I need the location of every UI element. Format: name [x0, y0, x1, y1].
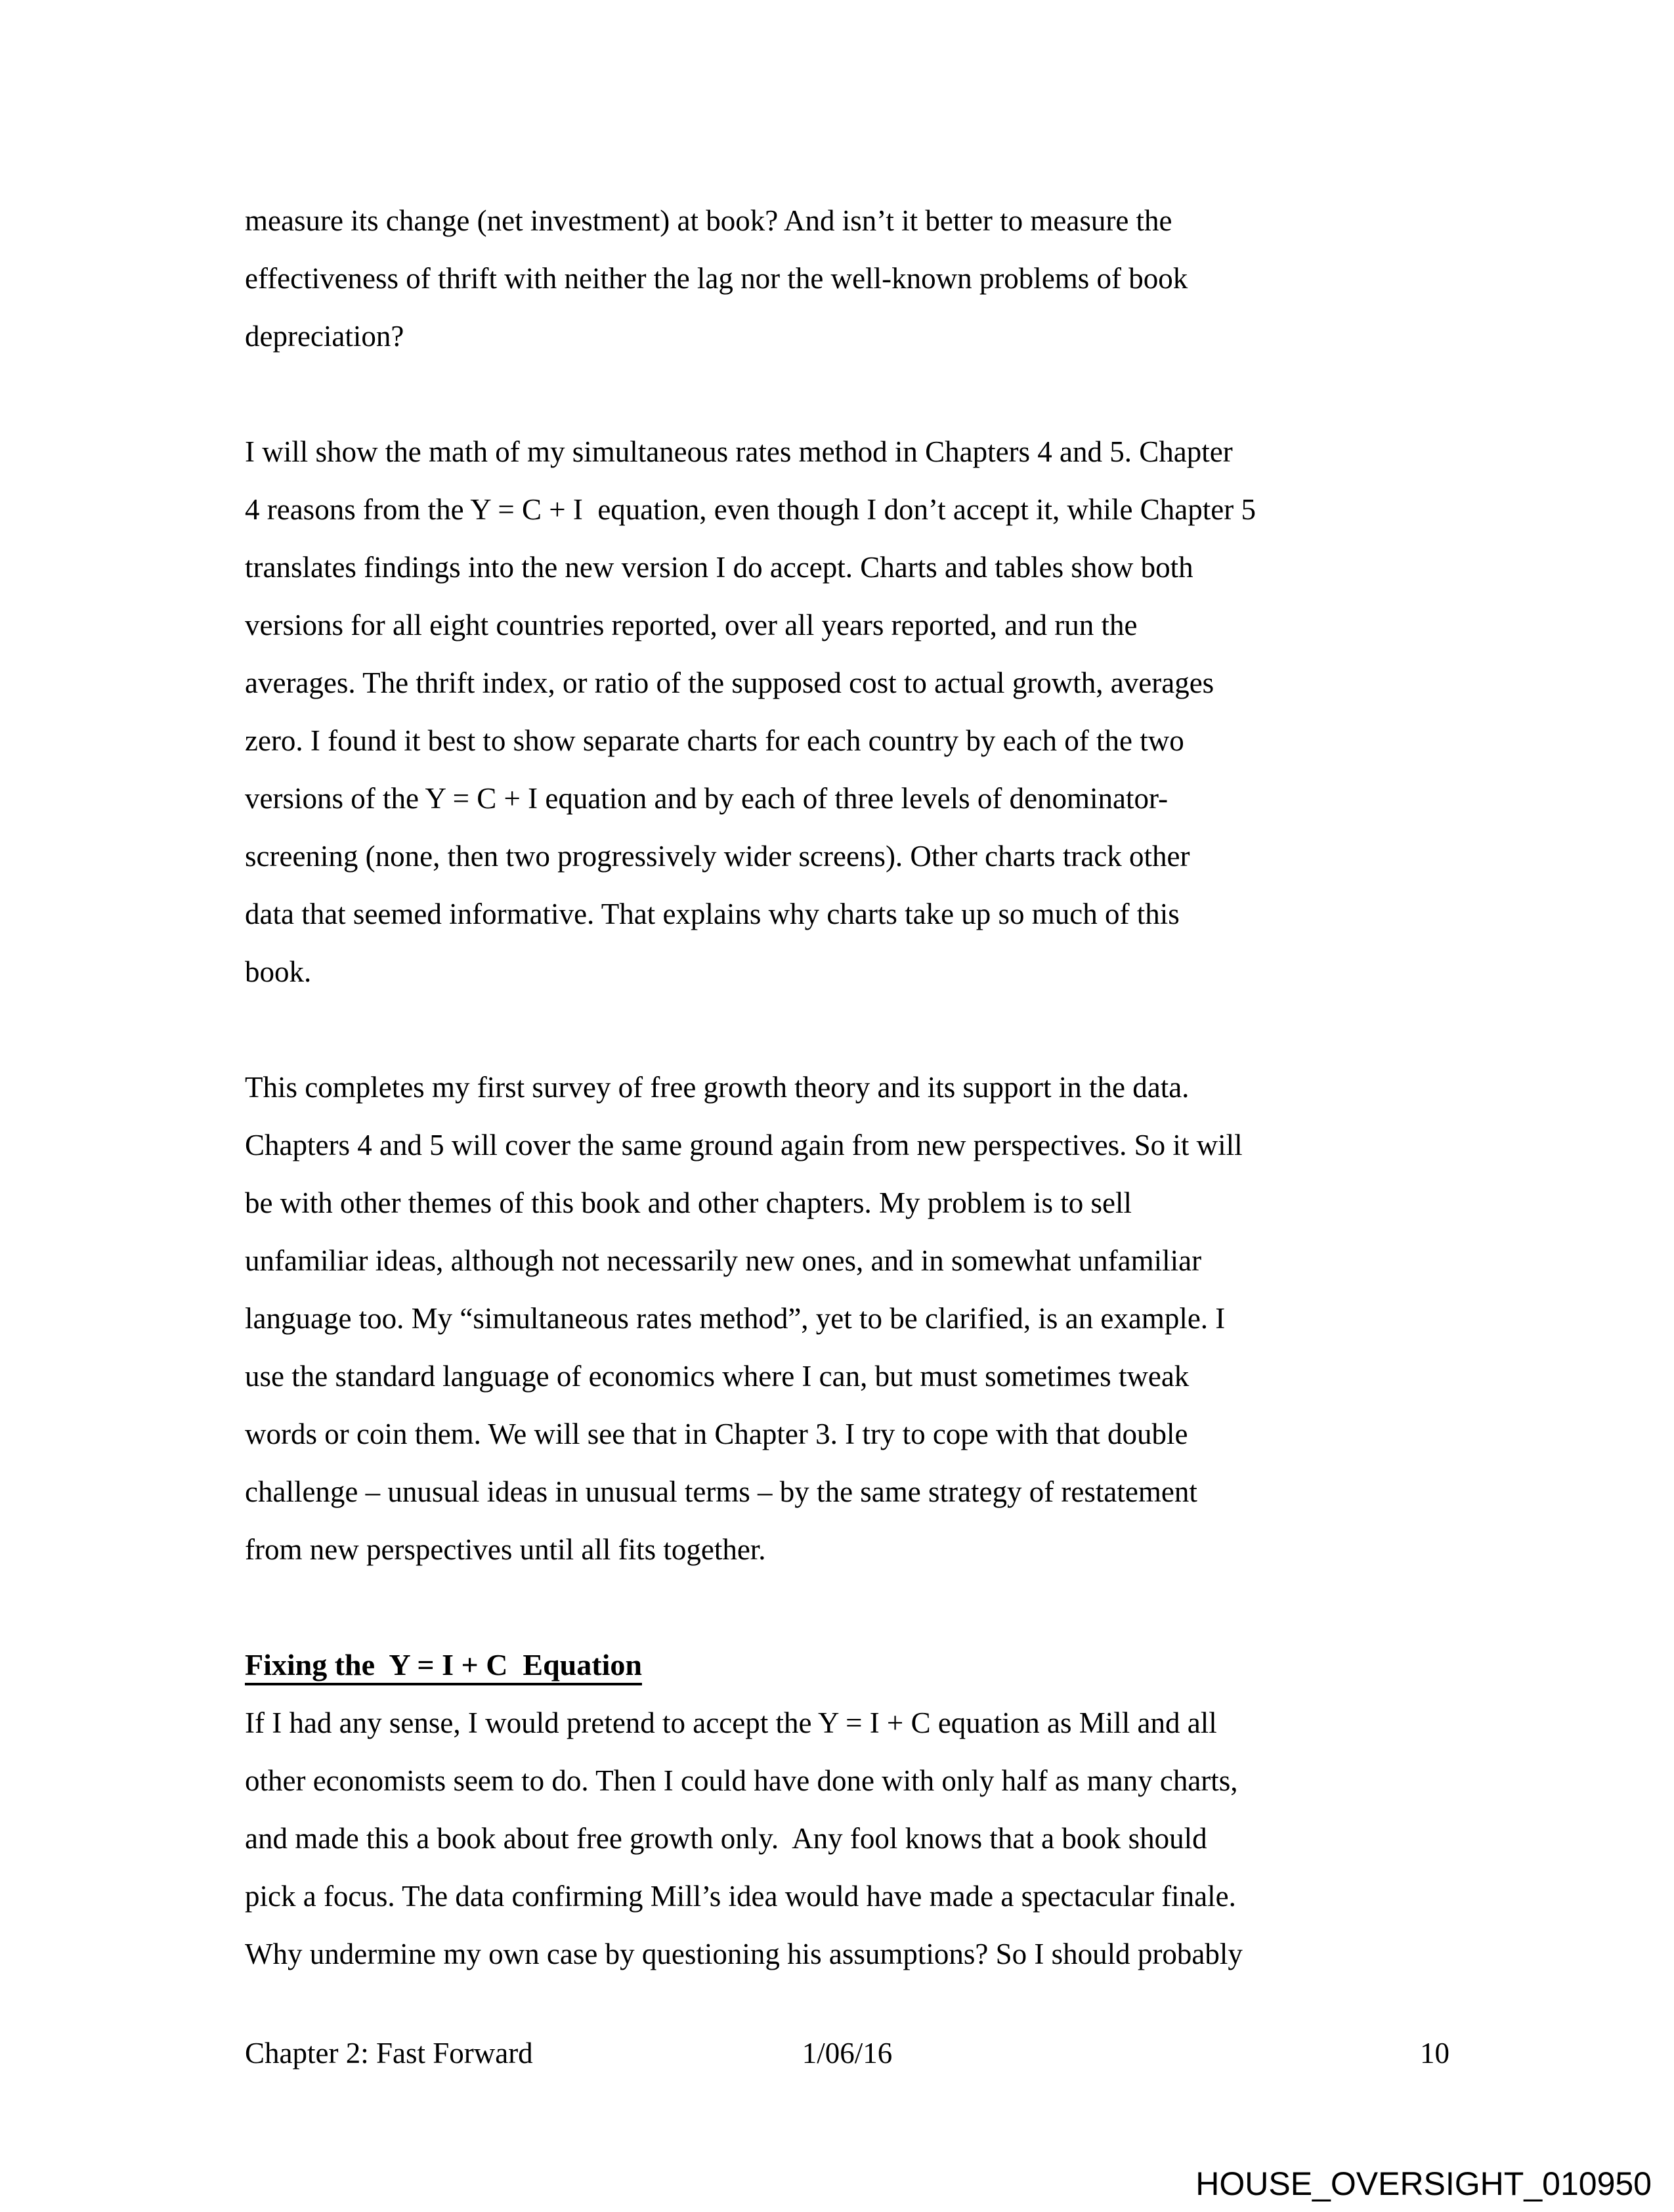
- text-line: be with other themes of this book and other chapters. My problem is to sell: [245, 1186, 1132, 1219]
- text-line: and made this a book about free growth only. Any fool knows that a book should: [245, 1822, 1207, 1855]
- page-footer: [245, 2030, 1449, 2076]
- text-line: effectiveness of thrift with neither the lag nor the well-known problems of book: [245, 262, 1188, 295]
- text-line: challenge – unusual ideas in unusual terms – by the same strategy of restatement: [245, 1475, 1197, 1508]
- text-line: book.: [245, 955, 312, 988]
- paragraph-2: [245, 423, 1466, 1001]
- text-line: pick a focus. The data confirming Mill’s idea would have made a spectacular finale.: [245, 1880, 1236, 1913]
- text-line: versions for all eight countries reported, over all years reported, and run the: [245, 609, 1138, 641]
- footer-page-number: 10: [1420, 2037, 1449, 2070]
- text-line: measure its change (net investment) at book? And isn’t it better to measure the: [245, 204, 1172, 237]
- text-line: unfamiliar ideas, although not necessarily new ones, and in somewhat unfamiliar: [245, 1244, 1202, 1277]
- text-line: I will show the math of my simultaneous rates method in Chapters 4 and 5. Chapter: [245, 435, 1233, 468]
- footer-chapter-label: Chapter 2: Fast Forward: [245, 2037, 533, 2070]
- text-line: Chapters 4 and 5 will cover the same ground again from new perspectives. So it will: [245, 1129, 1243, 1161]
- text-line: averages. The thrift index, or ratio of the supposed cost to actual growth, averages: [245, 666, 1214, 699]
- text-line: from new perspectives until all fits together.: [245, 1533, 766, 1566]
- bates-stamp: HOUSE_OVERSIGHT_010950: [1195, 2165, 1652, 2202]
- text-line: other economists seem to do. Then I could have done with only half as many charts,: [245, 1764, 1238, 1797]
- text-line: data that seemed informative. That explains why charts take up so much of this: [245, 898, 1180, 930]
- text-line: use the standard language of economics where I can, but must sometimes tweak: [245, 1360, 1190, 1393]
- text-line: Fixing the Y = I + C Equation: [245, 1648, 642, 1681]
- text-line: If I had any sense, I would pretend to accept the Y = I + C equation as Mill and all: [245, 1706, 1217, 1739]
- text-line: screening (none, then two progressively wider screens). Other charts track other: [245, 840, 1190, 873]
- text-line: words or coin them. We will see that in Chapter 3. I try to cope with that double: [245, 1418, 1188, 1450]
- document-body: [245, 192, 1466, 2041]
- text-line: translates findings into the new version I do accept. Charts and tables show both: [245, 551, 1193, 584]
- text-line: 4 reasons from the Y = C + I equation, even though I don’t accept it, while Chapter 5: [245, 493, 1256, 526]
- text-line: This completes my first survey of free growth theory and its support in the data.: [245, 1071, 1190, 1104]
- paragraph-3: [245, 1058, 1466, 1578]
- text-line: language too. My “simultaneous rates method”, yet to be clarified, is an example. I: [245, 1302, 1226, 1335]
- footer-date: 1/06/16: [802, 2037, 893, 2070]
- paragraph-1: [245, 192, 1466, 365]
- text-line: zero. I found it best to show separate charts for each country by each of the two: [245, 724, 1184, 757]
- paragraph-4: [245, 1694, 1466, 1983]
- section-heading: [245, 1636, 1466, 1694]
- text-line: depreciation?: [245, 320, 404, 353]
- text-line: Why undermine my own case by questioning his assumptions? So I should probably: [245, 1938, 1243, 1970]
- text-line: versions of the Y = C + I equation and by each of three levels of denominator-: [245, 782, 1169, 815]
